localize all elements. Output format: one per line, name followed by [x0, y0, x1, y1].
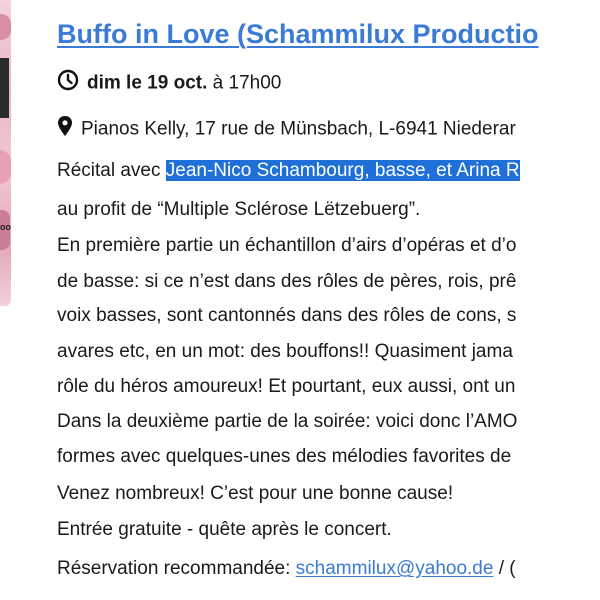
description-line: formes avec quelques-unes des mélodies favorites de — [57, 446, 512, 467]
description-text: Récital avec — [57, 160, 166, 181]
selected-text[interactable]: Jean-Nico Schambourg, basse, et Arina R — [165, 160, 520, 181]
event-time: à 17h00 — [207, 72, 282, 94]
event-location: Pianos Kelly, 17 rue de Münsbach, L-6941 Niederar — [81, 118, 516, 140]
event-date-row — [57, 69, 281, 98]
thumbnail-text: oo — [0, 222, 11, 232]
event-title-link[interactable]: Buffo in Love (Schammilux Productio — [57, 19, 539, 49]
reservation-suffix: / ( — [493, 558, 516, 579]
reservation-line — [57, 557, 516, 581]
thumbnail-flower-shape — [0, 150, 11, 184]
thumbnail-dark-shape — [0, 58, 9, 118]
event-thumbnail[interactable] — [0, 0, 11, 306]
event-location-row — [57, 115, 516, 144]
description-line: de basse: si ce n’est dans des rôles de pères, rois, prê — [57, 271, 517, 292]
description-line: Venez nombreux! C’est pour une bonne cause! — [57, 483, 454, 504]
description-line: rôle du héros amoureux! Et pourtant, eux aussi, ont un — [57, 376, 516, 397]
event-date: dim le 19 oct. — [87, 72, 208, 94]
thumbnail-flower-shape — [0, 14, 11, 40]
description-line: avares etc, en un mot: des bouffons!! Quasiment jama — [57, 341, 513, 362]
location-pin-icon — [57, 115, 73, 144]
description-line: voix basses, sont cantonnés dans des rôles de cons, s — [57, 305, 517, 326]
reservation-label: Réservation recommandée: — [57, 558, 296, 579]
description-line: Dans la deuxième partie de la soirée: voici donc l’AMO — [57, 411, 518, 432]
email-link[interactable]: schammilux@yahoo.de — [295, 558, 494, 579]
description-line — [57, 159, 520, 183]
clock-icon — [57, 69, 79, 98]
description-line: Entrée gratuite - quête après le concert. — [57, 519, 392, 540]
description-line: au profit de “Multiple Sclérose Lëtzebuerg”. — [57, 199, 421, 220]
description-line: En première partie un échantillon d’airs d’opéras et d’o — [57, 235, 517, 256]
